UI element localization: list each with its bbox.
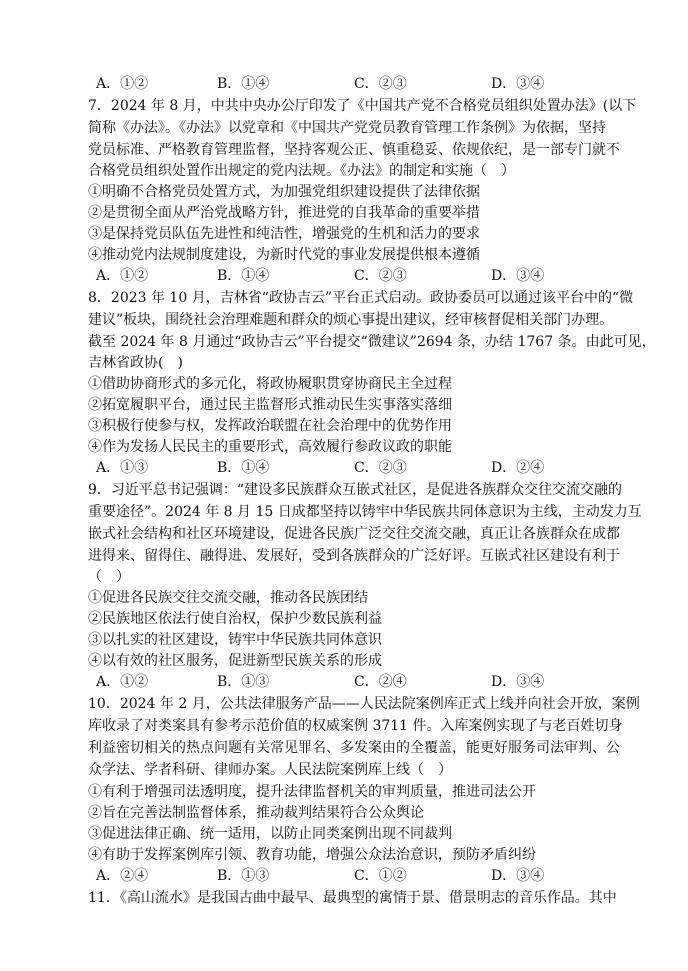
q8-item-1: ①借助协商形式的多元化，将政协履职贯穿协商民主全过程 <box>88 376 452 392</box>
q9-item-4: ④以有效的社区服务，促进新型民族关系的形成 <box>88 653 382 669</box>
q10-item-1: ①有利于增强司法透明度，提升法律监督机关的审判质量，推进司法公开 <box>88 784 536 800</box>
q10-option-c[interactable]: C．①② <box>354 868 407 884</box>
q10-stem-line: 利益密切相关的热点问题有关常见罪名、多发案由的全覆盖，能更好服务司法审判、公 <box>88 740 620 756</box>
q8-stem-line: 8．2023 年 10 月，吉林省“政协吉云”平台正式启动。政协委员可以通过该平台中的“微 <box>88 290 634 306</box>
q8-option-d[interactable]: D．②④ <box>491 460 545 476</box>
q10-item-4: ④有助于发挥案例库引领、教育功能，增强公众法治意识，预防矛盾纠纷 <box>88 847 536 863</box>
q6-option-a[interactable]: A．①② <box>96 76 149 92</box>
q7-item-2: ②是贯彻全面从严治党战略方针，推进党的自我革命的重要举措 <box>88 205 480 221</box>
q8-stem-line: 截至 2024 年 8 月通过“政协吉云”平台提交“微建议”2694 条，办结 1767 条。由此可见， <box>88 334 656 350</box>
q7-option-d[interactable]: D．③④ <box>491 268 545 284</box>
q6-options <box>0 74 688 95</box>
q10-stem-line: 10．2024 年 2 月，公共法律服务产品——人民法院案例库正式上线并向社会开放，案例 <box>88 696 640 712</box>
q10-stem-line: 众学法、学者科研、律师办案。人民法院案例库上线（ ） <box>88 762 452 778</box>
q9-item-2: ②民族地区依法行使自治权，保护少数民族利益 <box>88 611 382 627</box>
q9-stem-line: 重要途径”。2024 年 8 月 15 日成都坚持以铸牢中华民族共同体意识为主线，主动发力互 <box>88 504 642 520</box>
q7-item-4: ④推动党内法规制度建设，为新时代党的事业发展提供根本遵循 <box>88 247 480 263</box>
q8-option-a[interactable]: A．①③ <box>96 460 149 476</box>
q10-stem-line: 库收录了对类案具有参考示范价值的权威案例 3711 件。入库案例实现了与老百姓切身 <box>88 718 623 734</box>
q7-stem-line: 7．2024 年 8 月，中共中央办公厅印发了《中国共产党不合格党员组织处置办法》(以下 <box>88 98 637 114</box>
q8-options <box>0 458 688 479</box>
q7-stem-line: 合格党员组织处置作出规定的党内法规。《办法》的制定和实施（ ） <box>88 163 515 179</box>
q9-option-c[interactable]: C．②④ <box>354 674 407 690</box>
q10-option-d[interactable]: D．③④ <box>491 868 545 884</box>
q8-stem-line: 吉林省政协( ) <box>88 355 183 371</box>
q7-stem-line: 简称《办法》。《办法》以党章和《中国共产党党员教育管理工作条例》为依据，坚持 <box>88 120 606 136</box>
q7-item-3: ③是保持党员队伍先进性和纯洁性，增强党的生机和活力的要求 <box>88 226 480 242</box>
q9-option-d[interactable]: D．③④ <box>491 674 545 690</box>
q8-option-c[interactable]: C．②③ <box>354 460 407 476</box>
q9-stem-line: （ ） <box>88 569 130 585</box>
q10-item-3: ③促进法律正确、统一适用，以防止同类案例出现不同裁判 <box>88 826 452 842</box>
q7-stem-line: 党员标准、严格教育管理监督，坚持客观公正、慎重稳妥、依规依纪，是一部专门就不 <box>88 142 620 158</box>
q8-stem-line: 建议”板块，围绕社会治理难题和群众的烦心事提出建议，经审核督促相关部门办理。 <box>88 312 614 328</box>
q9-stem-line: 9．习近平总书记强调：“建设多民族群众互嵌式社区，是促进各族群众交往交流交融的 <box>88 482 623 498</box>
q11-stem-line: 11．《高山流水》是我国古曲中最早、最典型的寓情于景、借景明志的音乐作品。其中 <box>88 890 617 906</box>
q8-item-3: ③积极行使参与权，发挥政治联盟在社会治理中的优势作用 <box>88 418 452 434</box>
q8-item-2: ②拓宽履职平台，通过民主监督形式推动民生实事落实落细 <box>88 397 452 413</box>
q10-item-2: ②旨在完善法制监督体系，推动裁判结果符合公众舆论 <box>88 805 424 821</box>
q9-stem-line: 进得来、留得住、融得进、发展好，受到各族群众的广泛好评。互嵌式社区建设有利于 <box>88 548 620 564</box>
q7-options <box>0 266 688 287</box>
q10-options <box>0 866 688 887</box>
q7-option-b[interactable]: B．①④ <box>217 268 270 284</box>
q9-option-b[interactable]: B．①③ <box>217 674 270 690</box>
q9-option-a[interactable]: A．①② <box>96 674 149 690</box>
q7-option-c[interactable]: C．②③ <box>354 268 407 284</box>
q9-options <box>0 672 688 693</box>
q9-item-1: ①促进各民族交往交流交融，推动各民族团结 <box>88 590 368 606</box>
q10-option-a[interactable]: A．②④ <box>96 868 149 884</box>
q9-item-3: ③以扎实的社区建设，铸牢中华民族共同体意识 <box>88 632 382 648</box>
q8-option-b[interactable]: B．①④ <box>217 460 270 476</box>
q8-item-4: ④作为发扬人民民主的重要形式，高效履行参政议政的职能 <box>88 439 452 455</box>
q9-stem-line: 嵌式社会结构和社区环境建设，促进各民族广泛交往交流交融，真正让各族群众在成都 <box>88 526 620 542</box>
q7-item-1: ①明确不合格党员处置方式，为加强党组织建设提供了法律依据 <box>88 184 480 200</box>
q10-option-b[interactable]: B．①③ <box>217 868 270 884</box>
q7-option-a[interactable]: A．①② <box>96 268 149 284</box>
q6-option-d[interactable]: D．③④ <box>491 76 545 92</box>
q6-option-b[interactable]: B．①④ <box>217 76 270 92</box>
q6-option-c[interactable]: C．②③ <box>354 76 407 92</box>
